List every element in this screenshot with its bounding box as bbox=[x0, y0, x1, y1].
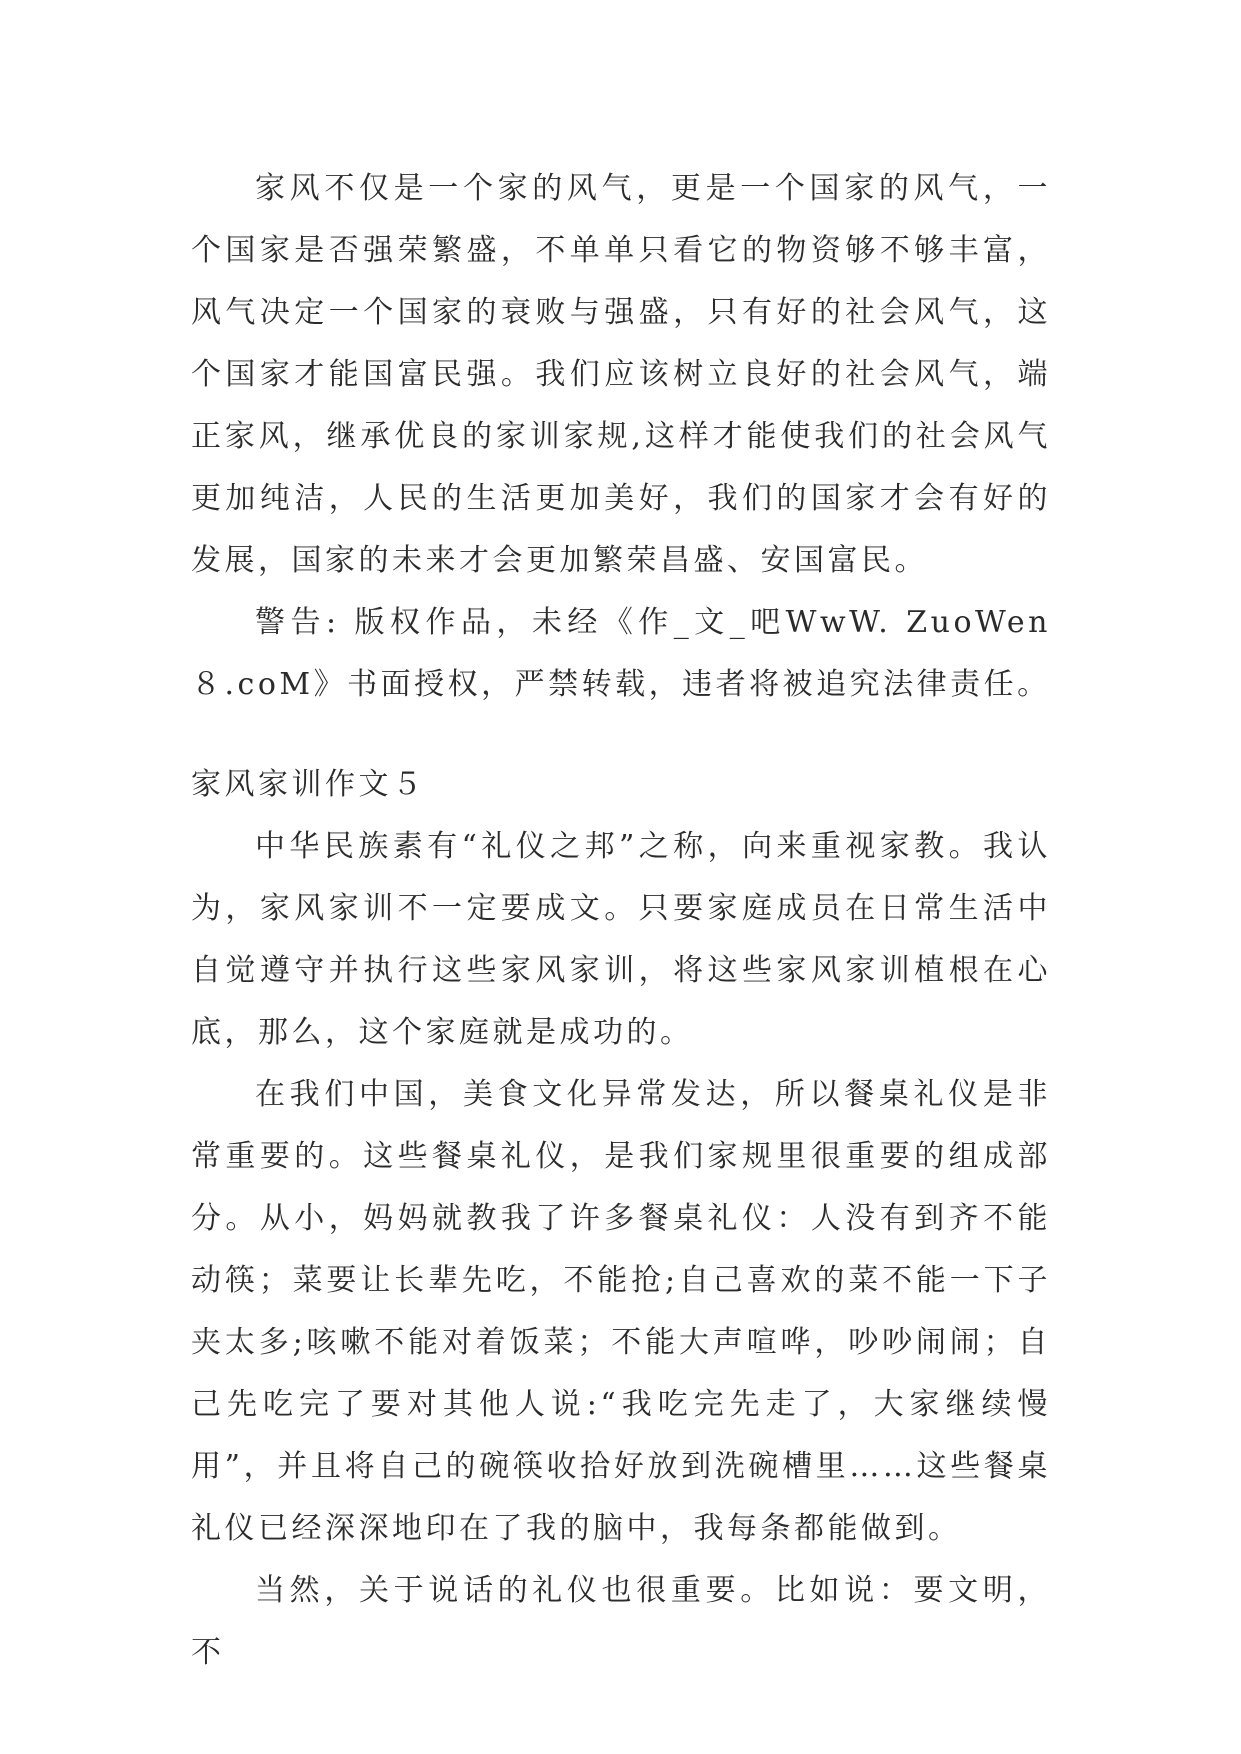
paragraph-national-ethos: 家风不仅是一个家的风气，更是一个国家的风气，一个国家是否强荣繁盛，不单单只看它的物资够不够丰富，风气决定一个国家的衰败与强盛，只有好的社会风气，这个国家才能国富民强。我们应该树立良好的社会风气，端正家风，继承优良的家训家规,这样才能使我们的社会风气更加纯洁，人民的生活更加美好，我们的国家才会有好的发展，国家的未来才会更加繁荣昌盛、安国富民。 bbox=[191, 171, 1051, 578]
copyright-warning: 警告: 版权作品，未经《作_文_吧WwW. ZuoWen８.coM》书面授权，严禁转载，违者将被追究法律责任。 bbox=[191, 605, 1051, 702]
document-body bbox=[191, 158, 1051, 1684]
paragraph-table-manners: 在我们中国，美食文化异常发达，所以餐桌礼仪是非常重要的。这些餐桌礼仪，是我们家规里很重要的组成部分。从小，妈妈就教我了许多餐桌礼仪：人没有到齐不能动筷；菜要让长辈先吃，不能抢;自己喜欢的菜不能一下子夹太多;咳嗽不能对着饭菜；不能大声喧哗，吵吵闹闹；自己先吃完了要对其他人说:“我吃完先走了，大家继续慢用”，并且将自己的碗筷收拾好放到洗碗槽里……这些餐桌礼仪已经深深地印在了我的脑中，我每条都能做到。 bbox=[191, 1077, 1051, 1546]
paragraph-speech-etiquette: 当然，关于说话的礼仪也很重要。比如说：要文明，不 bbox=[191, 1573, 1051, 1670]
paragraph-etiquette-intro: 中华民族素有“礼仪之邦”之称，向来重视家教。我认为，家风家训不一定要成文。只要家庭成员在日常生活中自觉遵守并执行这些家风家训，将这些家风家训植根在心底，那么，这个家庭就是成功的。 bbox=[191, 829, 1051, 1050]
section-title: 家风家训作文５ bbox=[191, 767, 426, 802]
